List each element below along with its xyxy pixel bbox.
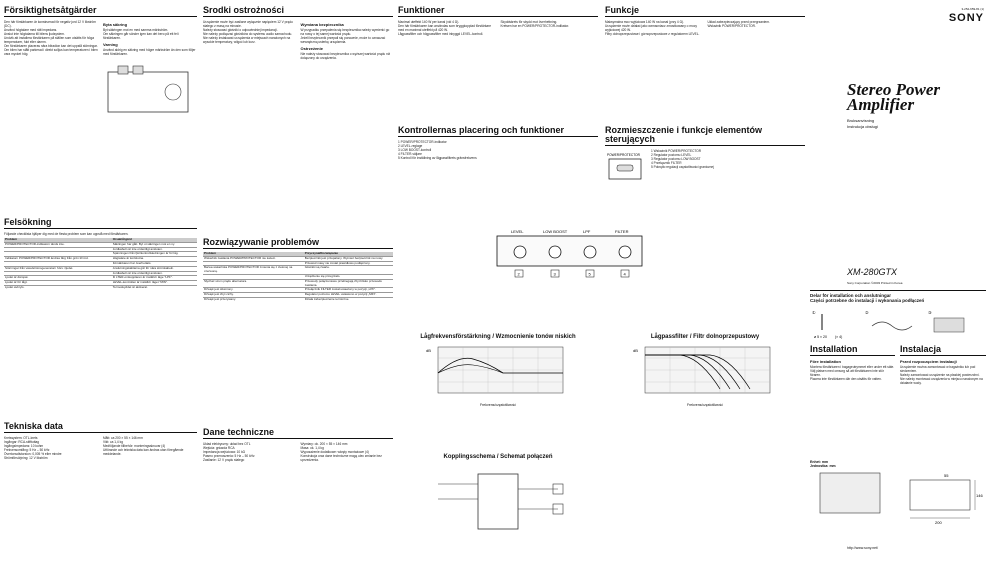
sv-safety-title: Försiktighetsåtgärder: [4, 6, 197, 17]
sv-safety-line-5: Om förstärkaren placeras nära bilradion kan det uppstå störningar.: [4, 44, 98, 48]
part-2: ②: [865, 310, 869, 315]
sv-controls-title: Kontrollernas placering och funktioner: [398, 126, 598, 137]
pl-trouble-h2: Przyczyna/Rozwiązanie: [304, 252, 393, 256]
sv-warning-line: Använd aldrig en säkring med högre märkström än den som följer med förstärkaren.: [103, 48, 196, 56]
cell: Ljudet är för lågt.: [4, 281, 112, 286]
lpf-x-label: Frekvens/częstotliwość: [687, 403, 723, 407]
doc-code: 3-252-659-81 (1): [961, 7, 984, 11]
pl-spec-l4: Pasmo przenoszenia: 5 Hz – 50 kHz: [203, 454, 255, 458]
dim-w: 200: [935, 520, 942, 525]
pl-fuse-title: Wymiana bezpiecznika: [300, 22, 344, 27]
sv-fuse-line-2: Om säkringen går sönder igen kan det bero på ett fel i förstärkaren.: [103, 32, 180, 40]
sv-spec-l2: Ingångar: RCA-stifttuttag: [4, 440, 40, 444]
power-indicator-diagram: [605, 149, 645, 185]
pl-safety-line-3: Nie należy podłączać głośników do systemu audio samochodu.: [203, 32, 293, 36]
pl-control-1: 1 Wskaźnik POWER/PROTECTOR: [651, 149, 702, 153]
model-name: XM-280GTX: [847, 267, 898, 277]
sv-trouble-h1: Problem: [4, 238, 112, 242]
cell: Słychać szum prądu alternatora.: [203, 279, 304, 288]
sv-func-4: Skyddskrets för skydd mot överhettning.: [500, 20, 558, 24]
sv-func-1: Maximal uteffekt 140 W per kanal (vid 4 Ω).: [398, 20, 460, 24]
pl-spec-l1: Układ elektryczny: układ bez OTL: [203, 442, 251, 446]
sv-fuse-title: Byta säkring: [103, 22, 128, 27]
sv-spec-l3: Ingångsimpedans: 10 kohm: [4, 444, 44, 448]
pl-spec-r1: Wymiary: ok. 200 × 55 × 146 mm: [300, 442, 348, 446]
sv-spec-l4: Frekvensomfång: 5 Hz – 50 kHz: [4, 448, 50, 452]
cell: Regulator poziomu LEVEL ustawiono w pozycji „MIN”.: [304, 293, 393, 298]
table-row: [203, 266, 393, 275]
part-3: ③: [928, 310, 932, 315]
connection-diagram: [428, 464, 568, 534]
pl-spec-l3: Impedancja wejściowa: 10 kΩ: [203, 450, 246, 454]
screw-count: (× 4): [835, 335, 843, 339]
sv-install-title: Installation: [810, 345, 895, 356]
sv-safety-line-3: Anslut inte högtalarna till bilens ljudsystem.: [4, 32, 65, 36]
low-boost-graph: [423, 343, 573, 403]
graph-db-label: dB: [426, 348, 431, 353]
cell: Högtalare är kortslutna.: [112, 257, 197, 262]
website: http://www.sony.net/: [847, 546, 879, 550]
panel-pl-safety: [203, 6, 393, 556]
pl-spec-l5: Zasilanie: 12 V prądu stałego: [203, 458, 245, 462]
sv-spec-l1: Kretssystem: OTL-krets: [4, 436, 38, 440]
cell: Störningar från växelströmsgeneratorn hörs i ljudet.: [4, 266, 112, 271]
pl-control-5: 5 Pokrętło regulacji częstotliwości granicznej: [651, 165, 714, 169]
cell: Anslutningskablarna går för nära strömkabeln.: [112, 266, 197, 271]
pl-trouble-title: Rozwiązywanie problemów: [203, 238, 393, 249]
cell: Förstärkaren har överhettats.: [112, 261, 197, 266]
dimensions-diagram: [810, 468, 986, 528]
parts-title: Delar för installation och anslutningar: [810, 293, 892, 298]
sv-safety-line-4: Undvik att installera förstärkaren på ställen som utsätts för höga temperaturer, fukt eller damm.: [4, 36, 95, 44]
cell: Głośniki są zwarte.: [304, 266, 393, 275]
screw-label: ø 5 × 20: [814, 335, 827, 339]
pl-warning-line: Nie należy stosować bezpiecznika o wyższej wartości prądu niż dołączony do urządzenia.: [300, 52, 391, 60]
sv-trouble-table: [4, 238, 197, 290]
cell: Jordkabeln är inte ordentligt ansluten.: [112, 271, 197, 276]
cell: Jordkabeln är inte ordentligt ansluten.: [112, 247, 197, 252]
sv-spec-l5: Övertonsdistorsion: 0,005 % eller mindre: [4, 452, 62, 456]
dims-title-pl: Jednostka: mm: [810, 464, 836, 468]
pl-install-sub: Przed rozpoczęciem instalacji: [900, 359, 957, 364]
sv-install-1: Montera förstärkaren i bagageutrymmet eller under ett säte.: [810, 365, 895, 369]
sv-safety-line-1: Den här förstärkaren är konstruerad för negativ jord 12 V likström (DC).: [4, 20, 96, 28]
cell: Spänningen från fjärrkontrollsledningen är för låg.: [112, 252, 197, 257]
pl-safety-line-2: Należy stosować głośniki o odpowiedniej impedancji.: [203, 28, 278, 32]
parts-diagram: [810, 306, 980, 342]
sv-fuse-line-1: Byt säkringen mot en med samma märkström.: [103, 28, 169, 32]
pl-func-5: Wskaźnik POWER/PROTECTOR.: [707, 24, 756, 28]
panel-filter-label: FILTER: [615, 229, 629, 234]
sv-control-1: 1 POWER/PROTECTOR-indikator: [398, 140, 447, 144]
cell: LEVEL-kontrollen är inställd i läget "MIN".: [112, 281, 197, 286]
dim-d: 55: [944, 473, 949, 478]
cell: Termoskyddet är aktiverat.: [112, 285, 197, 289]
pl-trouble-table: [203, 252, 393, 302]
cell: Fi LTER-omkopplaren är inställd i läge "LPF".: [112, 276, 197, 281]
sv-warning-title: Varning: [103, 42, 118, 47]
panel-functions: [398, 6, 598, 556]
pl-install-1: Urządzenie można zamontować w bagażniku lub pod siedzeniem.: [900, 365, 976, 373]
pl-safety-line-1: Urządzenie może być zasilane wyłącznie napięciem 12 V prądu stałego z masą na minusie.: [203, 20, 293, 28]
cell: Ljudet är dämpat.: [4, 276, 112, 281]
panel-sv-safety: [4, 6, 197, 556]
lpf-graph: [630, 343, 780, 403]
parts-title-pl: Części potrzebne do instalacji i wykonania podłączeń: [810, 298, 925, 303]
lang-sv: Bruksanvisning: [847, 118, 875, 123]
sv-specs-title: Tekniska data: [4, 422, 197, 433]
pl-install-title: Instalacja: [900, 345, 986, 356]
pl-spec-r4: Konstrukcja oraz dane techniczne mogą ulec zmianie bez uprzedzenia.: [300, 454, 382, 462]
sv-trouble-intro: Följande checklista hjälper dig med de flesta problem som kan uppstå med förstärkaren.: [4, 232, 129, 236]
pl-fuse-line-1: W przypadku przepalenia się bezpiecznika należy wymienić go na nowy o tej samej wartości prądu.: [300, 28, 390, 36]
cell: Przewód masy nie został prawidłowo podłączony.: [304, 261, 393, 266]
cell: POWER/PROTECTOR-indikatorn tänds inte.: [4, 242, 112, 247]
pl-control-4: 4 Przełącznik FILTER: [651, 161, 682, 165]
sv-func-3: Lågpassfilter och högpassfilter med inbyggd LEVEL-kontroll.: [398, 32, 484, 36]
sv-func-2: Den här förstärkaren kan användas som bryggkopplad förstärkare med en maximal uteffekt på 420 W.: [398, 24, 492, 32]
sv-install-2: Välj platsen med omsorg så att förstärkaren inte stör föraren.: [810, 369, 884, 377]
lpf-db-label: dB: [633, 348, 638, 353]
cell: Działa zabezpieczenie termiczne.: [304, 297, 393, 301]
callout-4: 4: [623, 271, 626, 277]
pl-install-3: Nie należy montować urządzenia w miejscu narażonym na działanie wody.: [900, 377, 983, 385]
pl-safety-title: Środki ostrożności: [203, 6, 393, 17]
dims-title: Enhet: mm: [810, 460, 829, 464]
sv-safety-line-2: Använd högtalare med rätt impedans.: [4, 28, 58, 32]
sv-control-3: 3 LOW BOOST-kontroll: [398, 148, 432, 152]
sv-control-2: 2 LEVEL-reglage: [398, 144, 423, 148]
sv-spec-l6: Strömförsörjning: 12 V likström: [4, 456, 48, 460]
pl-safety-line-4: Nie należy instalować urządzenia w miejscach narażonych na wysokie temperatury, wilgoć lub kurz.: [203, 36, 291, 44]
pl-control-2: 2 Regulator poziomu LEVEL: [651, 153, 692, 157]
cell: Przełącznik FILTER został ustawiony w pozycji „LPF”.: [304, 288, 393, 293]
cell: Barwa wskaźnika POWER/PROTECTOR zmienia się z zielonej na czerwoną.: [203, 266, 304, 275]
pl-specs-title: Dane techniczne: [203, 428, 393, 439]
table-row: [203, 297, 393, 301]
fuse-diagram: [103, 62, 193, 122]
sv-install-sub: Före installation: [810, 359, 841, 364]
sony-logo: SONY: [948, 12, 984, 24]
pl-control-3: 3 Regulator poziomu LOW BOOST: [651, 157, 701, 161]
callout-3: 3: [553, 271, 556, 277]
lang-pl: Instrukcja obsługi: [847, 124, 878, 129]
cell: Przewody połączeniowe przebiegają zbyt blisko przewodu zasilania.: [304, 279, 393, 288]
cell: Dźwięk jest przerywany.: [203, 297, 304, 301]
part-1: ①: [812, 310, 816, 315]
product-title: Stereo Power Amplifier: [847, 80, 941, 114]
cell: Urządzenie się przegrzało.: [304, 274, 393, 279]
pl-func-2: Urządzenie może działać jako wzmacniacz zmostkowany o mocy wyjściowej 420 W.: [605, 24, 697, 32]
pl-spec-l2: Wejścia: gniazda RCA: [203, 446, 235, 450]
pl-functions-title: Funkcje: [605, 6, 805, 17]
cell: Dźwięk jest stłumiony.: [203, 288, 304, 293]
sv-spec-r4: Utförande och tekniska data kan ändras utan föregående meddelande.: [103, 448, 184, 456]
pl-spec-r2: Masa: ok. 1,4 kg: [300, 446, 324, 450]
sv-functions-title: Funktioner: [398, 6, 598, 17]
sv-spec-r3: Medföljande tillbehör: monteringsskruvar (4): [103, 444, 166, 448]
cell: Wskaźnik zasilania POWER/PROTECTOR nie świeci.: [203, 256, 304, 261]
dim-h: 146: [976, 493, 983, 498]
pl-install-2: Należy zamontować urządzenie na płaskiej powierzchni.: [900, 373, 980, 377]
pl-func-4: Układ zabezpieczający przed przegrzaniem.: [707, 20, 770, 24]
pl-func-3: Filtry dolnoprzepustowe i górnoprzepustowe z regulatorem LEVEL.: [605, 32, 700, 36]
sv-safety-line-6: Om bilen har stått parkerad i direkt solljus kan temperaturen i bilen vara mycket hög.: [4, 48, 98, 56]
panel-lpf-label: LPF: [583, 229, 591, 234]
sv-trouble-h2: Orsak/Åtgärd: [112, 238, 197, 242]
freq-x-label: Frekvens/częstotliwość: [480, 403, 516, 407]
cell: Bezpiecznik jest przepalony. Wymień bezpiecznik na nowy.: [304, 256, 393, 261]
pl-controls-title: Rozmieszczenie i funkcje elementów sterujących: [605, 126, 805, 146]
pl-spec-r3: Wyposażenie dodatkowe: wkręty montażowe (4): [300, 450, 369, 454]
callout-2: 2: [517, 271, 520, 277]
callout-5: 5: [588, 271, 591, 277]
pl-warning-title: Ostrzeżenie: [300, 46, 323, 51]
sv-install-3: Placera inte förstärkaren där den utsätts för vatten.: [810, 377, 882, 381]
freq-graph-title: Lågfrekvensförstärkning / Wzmocnienie tonów niskich: [420, 334, 576, 340]
sv-control-5: 5 Kontroll för inställning av lågpassfiltrets gränsfrekvens: [398, 156, 477, 160]
lpf-graph-title: Lågpassfilter / Filtr dolnoprzepustowy: [650, 334, 760, 340]
pl-trouble-h1: Problem: [203, 252, 304, 256]
panel-pl-functions: [605, 6, 805, 556]
power-label: POWER/PROTECTOR: [607, 153, 640, 157]
sv-spec-r1: Mått: ca 200 × 55 × 146 mm: [103, 436, 143, 440]
table-row: [4, 285, 197, 289]
pl-fuse-line-2: Jeżeli bezpiecznik przepali się ponownie, może to oznaczać wewnętrzną usterkę urządzenia.: [300, 36, 386, 44]
copyright: Sony Corporation ©2003 Printed in Korea: [847, 281, 903, 285]
pl-func-1: Maksymalna moc wyjściowa 140 W na kanał (przy 4 Ω).: [605, 20, 684, 24]
sv-func-5: Kretsen har en POWER/PROTECTOR-indikator.: [500, 24, 569, 28]
sv-control-4: 4 FILTER-väljare: [398, 152, 422, 156]
cell: Säkringen har gått. Byt ut säkringen mot en ny.: [112, 242, 197, 247]
panel-lowboost-label: LOW BOOST: [543, 229, 568, 234]
panel-level-label: LEVEL: [511, 229, 524, 234]
sv-trouble-title: Felsökning: [4, 218, 197, 229]
cell: Dźwięk jest zbyt cichy.: [203, 293, 304, 298]
connection-title: Kopplingsschema / Schemat połączeń: [443, 454, 553, 460]
cell: Indikatorn POWER/PROTECTOR ändras färg från grön till röd.: [4, 257, 112, 262]
sv-spec-r2: Vikt: ca 1,4 kg: [103, 440, 123, 444]
cell: Ljudet avbryts.: [4, 285, 112, 289]
